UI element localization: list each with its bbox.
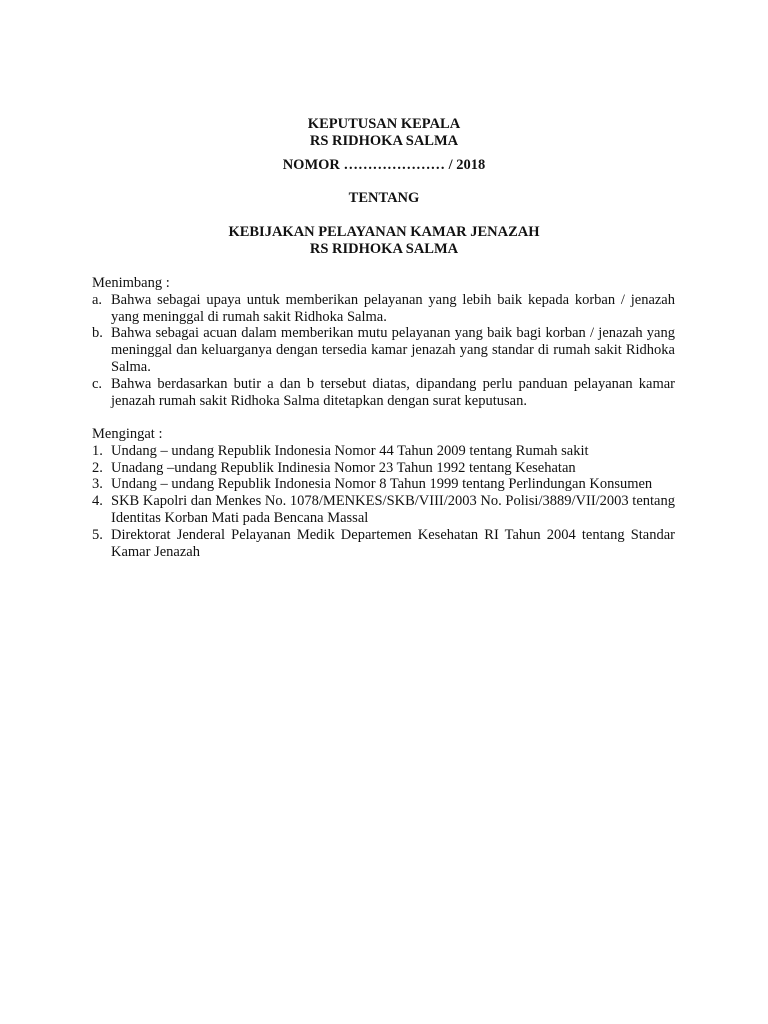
decree-subject-hospital: RS RIDHOKA SALMA	[309, 241, 459, 257]
list-item-text: Undang – undang Republik Indonesia Nomor 44 Tahun 2009 tentang Rumah sakit	[111, 442, 589, 459]
list-item-text: Direktorat Jenderal Pelayanan Medik Departemen Kesehatan RI Tahun 2004 tentang Standar Kamar Jenazah	[111, 526, 675, 560]
list-marker: 4.	[92, 493, 103, 510]
decree-subject: KEBIJAKAN PELAYANAN KAMAR JENAZAH	[228, 224, 540, 240]
list-marker: a.	[92, 291, 103, 308]
list-item-text: Unadang –undang Republik Indinesia Nomor 23 Tahun 1992 tentang Kesehatan	[111, 459, 576, 476]
list-item-text: SKB Kapolri dan Menkes No. 1078/MENKES/SKB/VIII/2003 No. Polisi/3889/VII/2003 tentang Identitas Korban Mati pada Bencana Massal	[111, 493, 675, 526]
list-item-text: Undang – undang Republik Indonesia Nomor 8 Tahun 1999 tentang Perlindungan Konsumen	[111, 476, 653, 493]
list-item	[92, 527, 675, 561]
list-item	[92, 476, 675, 493]
list-item	[92, 376, 675, 410]
menimbang-section	[92, 275, 675, 409]
list-item	[92, 292, 675, 326]
list-item	[92, 493, 675, 527]
list-item-text: Bahwa sebagai upaya untuk memberikan pelayanan yang lebih baik kepada korban / jenazah yang meninggal di rumah sakit Ridhoka Salma.	[111, 291, 675, 325]
list-marker: c.	[92, 375, 103, 392]
menimbang-title: Menimbang :	[92, 275, 170, 291]
list-item-text: Bahwa sebagai acuan dalam memberikan mutu pelayanan yang baik bagi korban / jenazah yang meninggal dan keluarganya dengan tersedia kamar jenazah yang standar di rumah sakit Ridhoka Salma.	[111, 325, 675, 375]
list-marker: 2.	[92, 459, 103, 476]
list-marker: 3.	[92, 476, 103, 493]
list-item	[92, 460, 675, 477]
decree-number: NOMOR ………………… / 2018	[282, 157, 486, 173]
mengingat-title: Mengingat :	[92, 426, 163, 442]
decree-title: KEPUTUSAN KEPALA	[307, 116, 461, 132]
list-item	[92, 325, 675, 375]
hospital-name: RS RIDHOKA SALMA	[309, 133, 459, 149]
list-item	[92, 443, 675, 460]
list-marker: b.	[92, 325, 103, 342]
tentang-heading: TENTANG	[348, 190, 420, 206]
list-marker: 5.	[92, 526, 103, 543]
list-item-text: Bahwa berdasarkan butir a dan b tersebut diatas, dipandang perlu panduan pelayanan kamar jenazah rumah sakit Ridhoka Salma ditetapkan dengan surat keputusan.	[111, 375, 675, 409]
mengingat-section	[92, 426, 675, 560]
list-marker: 1.	[92, 442, 103, 459]
